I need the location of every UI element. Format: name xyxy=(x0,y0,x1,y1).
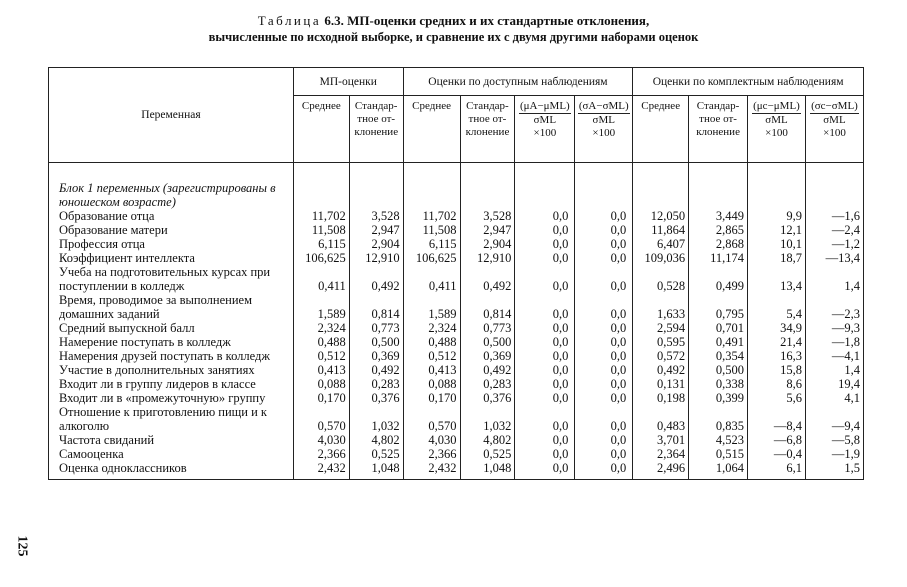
header-ml-std: Стандар-тное от-клонение xyxy=(349,96,403,163)
cell-value: 9,9 xyxy=(748,209,806,223)
cell-value: 0,0 xyxy=(575,265,633,293)
cell-value: —1,2 xyxy=(805,237,863,251)
page-number: 125 xyxy=(14,535,29,557)
table-row xyxy=(49,265,864,293)
cell-value: 11,702 xyxy=(293,209,349,223)
cell-value: —6,8 xyxy=(748,433,806,447)
cell-value: 10,1 xyxy=(748,237,806,251)
cell-value: 12,1 xyxy=(748,223,806,237)
row-label: Профессия отца xyxy=(49,237,294,251)
cell-value: 0,283 xyxy=(349,377,403,391)
cell-value: 16,3 xyxy=(748,349,806,363)
cell-value: 0,488 xyxy=(403,335,460,349)
cell-value: —1,9 xyxy=(805,447,863,461)
table-row xyxy=(49,405,864,433)
cell-value: 0,570 xyxy=(403,405,460,433)
table-row xyxy=(49,251,864,265)
header-group-ml: МП-оценки xyxy=(293,68,403,96)
table-row xyxy=(49,363,864,377)
cell-value: 8,6 xyxy=(748,377,806,391)
header-complete-sigma-ratio: (σc−σML) σML ×100 xyxy=(805,96,863,163)
cell-value: 2,904 xyxy=(349,237,403,251)
cell-value: 0,0 xyxy=(575,335,633,349)
cell-value: 0,483 xyxy=(633,405,689,433)
cell-value: 0,795 xyxy=(689,293,748,321)
cell-value: 0,170 xyxy=(293,391,349,405)
cell-value: 0,338 xyxy=(689,377,748,391)
cell-value: 0,773 xyxy=(460,321,515,335)
cell-value: 2,496 xyxy=(633,461,689,480)
cell-value: 15,8 xyxy=(748,363,806,377)
cell-value: 0,376 xyxy=(460,391,515,405)
cell-value: 2,366 xyxy=(403,447,460,461)
cell-value: 0,0 xyxy=(575,405,633,433)
cell-value: 0,0 xyxy=(575,321,633,335)
cell-value: 106,625 xyxy=(403,251,460,265)
cell-value: —9,3 xyxy=(805,321,863,335)
cell-value: —5,8 xyxy=(805,433,863,447)
cell-value: 12,050 xyxy=(633,209,689,223)
cell-value: —9,4 xyxy=(805,405,863,433)
cell-value: 4,523 xyxy=(689,433,748,447)
cell-value: 0,500 xyxy=(460,335,515,349)
table-row xyxy=(49,433,864,447)
cell-value: 0,0 xyxy=(575,377,633,391)
cell-value: 1,064 xyxy=(689,461,748,480)
cell-value: 0,525 xyxy=(349,447,403,461)
cell-value: 2,947 xyxy=(460,223,515,237)
cell-value: 0,413 xyxy=(403,363,460,377)
cell-value: 3,528 xyxy=(349,209,403,223)
cell-value: 0,492 xyxy=(460,363,515,377)
cell-value: 6,115 xyxy=(403,237,460,251)
table-row xyxy=(49,321,864,335)
table-row xyxy=(49,223,864,237)
row-label: Оценка одноклассников xyxy=(49,461,294,480)
cell-value: 0,492 xyxy=(633,363,689,377)
cell-value: 0,512 xyxy=(403,349,460,363)
cell-value: 0,411 xyxy=(403,265,460,293)
cell-value: —1,6 xyxy=(805,209,863,223)
header-available-mean: Среднее xyxy=(403,96,460,163)
cell-value: 6,407 xyxy=(633,237,689,251)
cell-value: 1,589 xyxy=(293,293,349,321)
cell-value: 2,594 xyxy=(633,321,689,335)
cell-value: 18,7 xyxy=(748,251,806,265)
cell-value: 11,702 xyxy=(403,209,460,223)
cell-value: 0,492 xyxy=(460,265,515,293)
cell-value: 0,525 xyxy=(460,447,515,461)
cell-value: 0,0 xyxy=(515,349,575,363)
cell-value: 1,633 xyxy=(633,293,689,321)
header-ml-mean: Среднее xyxy=(293,96,349,163)
cell-value: 11,508 xyxy=(293,223,349,237)
cell-value: 0,0 xyxy=(575,391,633,405)
cell-value: 2,904 xyxy=(460,237,515,251)
cell-value: 2,432 xyxy=(293,461,349,480)
cell-value: 11,864 xyxy=(633,223,689,237)
table-row xyxy=(49,447,864,461)
cell-value: 34,9 xyxy=(748,321,806,335)
cell-value: 0,570 xyxy=(293,405,349,433)
cell-value: 0,0 xyxy=(515,237,575,251)
row-label: Время, проводимое за выполнением домашних заданий xyxy=(49,293,294,321)
cell-value: 0,376 xyxy=(349,391,403,405)
table-row xyxy=(49,237,864,251)
cell-value: 2,364 xyxy=(633,447,689,461)
cell-value: 0,369 xyxy=(460,349,515,363)
cell-value: 0,488 xyxy=(293,335,349,349)
cell-value: 0,0 xyxy=(575,223,633,237)
cell-value: 1,032 xyxy=(460,405,515,433)
cell-value: 0,198 xyxy=(633,391,689,405)
cell-value: 0,572 xyxy=(633,349,689,363)
block-title: Блок 1 переменных (зарегистрированы в юношеском возрасте) xyxy=(49,163,294,210)
row-label: Частота свиданий xyxy=(49,433,294,447)
cell-value: 0,413 xyxy=(293,363,349,377)
cell-value: 0,0 xyxy=(515,293,575,321)
cell-value: 0,0 xyxy=(575,363,633,377)
cell-value: 109,036 xyxy=(633,251,689,265)
cell-value: —2,3 xyxy=(805,293,863,321)
row-label: Образование матери xyxy=(49,223,294,237)
cell-value: 2,868 xyxy=(689,237,748,251)
row-label: Участие в дополнительных занятиях xyxy=(49,363,294,377)
cell-value: 1,5 xyxy=(805,461,863,480)
row-label: Самооценка xyxy=(49,447,294,461)
cell-value: 0,499 xyxy=(689,265,748,293)
cell-value: —4,1 xyxy=(805,349,863,363)
cell-value: 0,0 xyxy=(575,209,633,223)
table-row xyxy=(49,349,864,363)
cell-value: 0,131 xyxy=(633,377,689,391)
cell-value: 0,528 xyxy=(633,265,689,293)
cell-value: 0,0 xyxy=(515,405,575,433)
cell-value: 3,701 xyxy=(633,433,689,447)
cell-value: 0,814 xyxy=(349,293,403,321)
cell-value: 2,366 xyxy=(293,447,349,461)
header-available-sigma-ratio: (σA−σML) σML ×100 xyxy=(575,96,633,163)
cell-value: 2,432 xyxy=(403,461,460,480)
cell-value: 106,625 xyxy=(293,251,349,265)
cell-value: 0,0 xyxy=(575,293,633,321)
cell-value: 12,910 xyxy=(349,251,403,265)
header-available-std: Стандар-тное от-клонение xyxy=(460,96,515,163)
cell-value: 2,324 xyxy=(293,321,349,335)
cell-value: 0,814 xyxy=(460,293,515,321)
cell-value: 0,0 xyxy=(515,363,575,377)
cell-value: 3,449 xyxy=(689,209,748,223)
cell-value: 0,491 xyxy=(689,335,748,349)
cell-value: 0,0 xyxy=(515,251,575,265)
header-complete-std: Стандар-тное от-клонение xyxy=(689,96,748,163)
cell-value: 0,500 xyxy=(349,335,403,349)
cell-value: 0,0 xyxy=(575,251,633,265)
header-complete-mean: Среднее xyxy=(633,96,689,163)
cell-value: —1,8 xyxy=(805,335,863,349)
cell-value: 4,030 xyxy=(403,433,460,447)
cell-value: 0,170 xyxy=(403,391,460,405)
table-row xyxy=(49,377,864,391)
cell-value: 0,411 xyxy=(293,265,349,293)
table-number: 6.3. xyxy=(324,13,344,28)
header-variable: Переменная xyxy=(49,68,294,163)
row-label: Входит ли в группу лидеров в классе xyxy=(49,377,294,391)
cell-value: 5,4 xyxy=(748,293,806,321)
cell-value: 0,0 xyxy=(575,461,633,480)
row-label: Коэффициент интеллекта xyxy=(49,251,294,265)
cell-value: 2,947 xyxy=(349,223,403,237)
header-group-available: Оценки по доступным наблюдениям xyxy=(403,68,633,96)
cell-value: 0,088 xyxy=(293,377,349,391)
cell-value: 0,512 xyxy=(293,349,349,363)
cell-value: 0,0 xyxy=(515,391,575,405)
cell-value: —2,4 xyxy=(805,223,863,237)
cell-value: 13,4 xyxy=(748,265,806,293)
cell-value: 0,500 xyxy=(689,363,748,377)
data-table xyxy=(48,67,864,480)
cell-value: 0,492 xyxy=(349,265,403,293)
cell-value: —8,4 xyxy=(748,405,806,433)
cell-value: 12,910 xyxy=(460,251,515,265)
cell-value: 0,0 xyxy=(515,461,575,480)
cell-value: 0,515 xyxy=(689,447,748,461)
cell-value: 0,0 xyxy=(575,433,633,447)
cell-value: 3,528 xyxy=(460,209,515,223)
cell-value: 0,0 xyxy=(575,349,633,363)
header-group-complete: Оценки по комплектным наблюдениям xyxy=(633,68,864,96)
cell-value: 1,589 xyxy=(403,293,460,321)
table-row xyxy=(49,461,864,480)
cell-value: 4,030 xyxy=(293,433,349,447)
cell-value: 2,865 xyxy=(689,223,748,237)
cell-value: 0,0 xyxy=(515,377,575,391)
cell-value: 0,0 xyxy=(515,433,575,447)
cell-value: 1,4 xyxy=(805,265,863,293)
row-label: Отношение к приготовлению пищи и к алкоголю xyxy=(49,405,294,433)
cell-value: —0,4 xyxy=(748,447,806,461)
table-title-line2: вычисленные по исходной выборке, и сравнение их с двумя другими наборами оценок xyxy=(208,30,699,44)
cell-value: 1,032 xyxy=(349,405,403,433)
cell-value: 0,0 xyxy=(515,447,575,461)
cell-value: 5,6 xyxy=(748,391,806,405)
cell-value: 11,174 xyxy=(689,251,748,265)
cell-value: 0,354 xyxy=(689,349,748,363)
cell-value: 0,773 xyxy=(349,321,403,335)
cell-value: 6,115 xyxy=(293,237,349,251)
cell-value: 0,283 xyxy=(460,377,515,391)
cell-value: 4,802 xyxy=(460,433,515,447)
cell-value: 0,369 xyxy=(349,349,403,363)
cell-value: 0,595 xyxy=(633,335,689,349)
table-row xyxy=(49,293,864,321)
table-title-line1: МП-оценки средних и их стандартные отклонения, xyxy=(347,13,650,28)
cell-value: 0,0 xyxy=(515,223,575,237)
row-label: Учеба на подготовительных курсах при поступлении в колледж xyxy=(49,265,294,293)
block-title-row xyxy=(49,163,864,210)
table-word: Таблица xyxy=(257,13,322,28)
cell-value: 6,1 xyxy=(748,461,806,480)
cell-value: 4,802 xyxy=(349,433,403,447)
cell-value: 0,835 xyxy=(689,405,748,433)
cell-value: 0,088 xyxy=(403,377,460,391)
cell-value: 0,399 xyxy=(689,391,748,405)
row-label: Средний выпускной балл xyxy=(49,321,294,335)
table-caption-line1 xyxy=(0,12,907,29)
cell-value: 1,4 xyxy=(805,363,863,377)
header-complete-mu-ratio: (μc−μML) σML ×100 xyxy=(748,96,806,163)
cell-value: 0,701 xyxy=(689,321,748,335)
row-label: Образование отца xyxy=(49,209,294,223)
cell-value: —13,4 xyxy=(805,251,863,265)
cell-value: 1,048 xyxy=(349,461,403,480)
row-label: Намерение поступать в колледж xyxy=(49,335,294,349)
cell-value: 0,0 xyxy=(515,321,575,335)
table-row xyxy=(49,391,864,405)
cell-value: 2,324 xyxy=(403,321,460,335)
cell-value: 0,0 xyxy=(515,209,575,223)
cell-value: 19,4 xyxy=(805,377,863,391)
cell-value: 0,0 xyxy=(575,237,633,251)
cell-value: 0,0 xyxy=(515,265,575,293)
cell-value: 0,0 xyxy=(575,447,633,461)
table-row xyxy=(49,209,864,223)
cell-value: 0,0 xyxy=(515,335,575,349)
cell-value: 4,1 xyxy=(805,391,863,405)
cell-value: 1,048 xyxy=(460,461,515,480)
row-label: Намерения друзей поступать в колледж xyxy=(49,349,294,363)
row-label: Входит ли в «промежуточную» группу xyxy=(49,391,294,405)
cell-value: 21,4 xyxy=(748,335,806,349)
cell-value: 0,492 xyxy=(349,363,403,377)
table-row xyxy=(49,335,864,349)
cell-value: 11,508 xyxy=(403,223,460,237)
header-available-mu-ratio: (μA−μML) σML ×100 xyxy=(515,96,575,163)
